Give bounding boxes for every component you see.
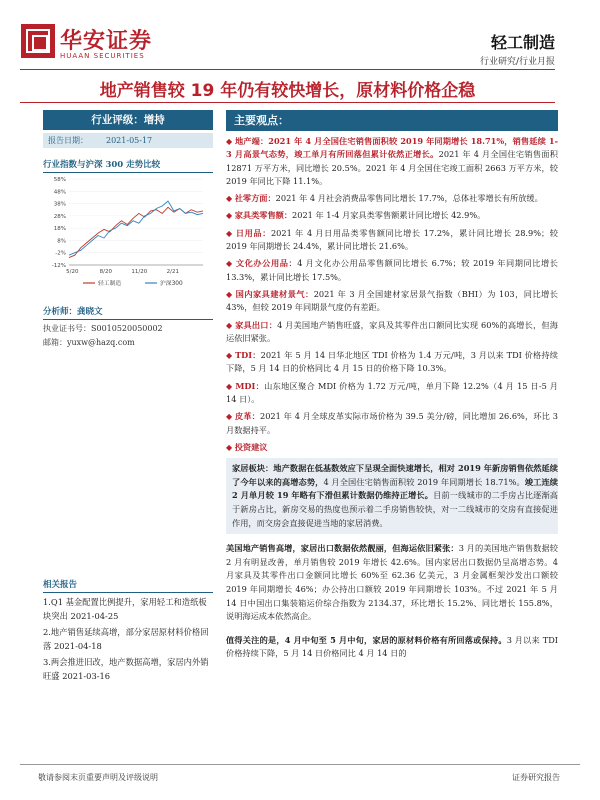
main-point-lead: 地产端：2021 年 4 月全国住宅销售面积较 2019 年同期增长 18.71%，销售延续 1-3 月高景气态势，竣工单月有所回落但累计依然正增长。 (226, 136, 558, 160)
report-title: 地产销售较 19 年仍有较快增长，原材料价格企稳 (99, 81, 476, 101)
bullet-list (226, 135, 558, 454)
diamond-bullet-icon: ◆ (226, 351, 236, 361)
footer-disclaimer: 敬请参阅末页重要声明及评级说明 (38, 773, 158, 782)
header-divider (20, 69, 555, 70)
y-tick-label: 8% (57, 238, 66, 245)
para-bold: 家居板块：地产数据在低基数效应下呈现全面快速增长，相对 2019 年新房销售依然延续了今年以来的高增态势， (232, 463, 558, 487)
main-point-text: 2021 年 4 月全球皮革实际市场价格为 39.5 美分/磅，同比增加 26.6%，环比 3 月数据持平。 (226, 411, 558, 435)
legend-label: 轻工制造 (98, 281, 122, 287)
diamond-bullet-icon: ◆ (226, 381, 236, 391)
industry-rating: 行业评级：增持 (43, 110, 213, 130)
main-point-item (226, 319, 558, 346)
sector-label: 轻工制造 (490, 33, 555, 52)
main-point-lead: 日用品： (235, 227, 271, 238)
paragraph-exports (226, 542, 558, 624)
main-point-text: 2021 年 1-4 月家具类零售额累计同比增长 42.9%。 (292, 210, 486, 221)
main-point-lead: MDI： (235, 380, 265, 391)
para-text: 3 月以来 TDI 价格持续下降，5 月 14 日价格同比 4 月 14 日的 (226, 634, 558, 659)
email-address[interactable]: yuxw@hazq.com (67, 338, 135, 347)
main-point-item (226, 410, 558, 437)
report-date-label: 报告日期： (48, 136, 88, 145)
report-date-value: 2021-05-17 (106, 136, 153, 145)
main-point-text: 山东地区聚合 MDI 价格为 1.72 万元/吨，单月下降 12.2%（4 月 15 日-5 月 14 日）。 (226, 380, 558, 405)
related-report-text: 2.地产销售延续高增，部分家居原材料价格回落 (43, 627, 209, 651)
report-category: 行业研究/行业月报 (479, 57, 555, 67)
main-point-text: 2021 年 3 月全国建材家居景气指数（BHI）为 103，同比增长 43%，但较 2019 年同期景气度仍有差距。 (226, 288, 558, 313)
main-point-lead: 家具类零售额： (234, 210, 293, 221)
main-point-lead: 家具出口： (235, 319, 278, 330)
diamond-bullet-icon: ◆ (226, 289, 236, 299)
diamond-bullet-icon: ◆ (226, 228, 236, 238)
cert-number: S0010520050002 (91, 324, 163, 333)
paragraph-home-furnishing (226, 458, 558, 534)
main-point-lead: 皮革： (235, 411, 261, 422)
cert-line (43, 323, 213, 334)
main-column (226, 110, 558, 661)
main-point-item (226, 349, 558, 376)
main-point-lead: 投资建议 (234, 441, 268, 452)
related-report-item[interactable] (43, 626, 213, 653)
para-text: 3 月的美国地产销售数据较 2 月有明显改善，单月销售较 2019 年增长 42.6%。国内家居出口数据仍呈高增态势。4 月家具及其零件出口金额同比增长 60%至 62.36 亿美元，3 月金属框架沙发出口额较 2019 年同期增长 46%；办公持出口额较 2019 年同期增长 103%。不过 2021 年 5 月 14 日中国出口集装箱运价综合指数为 2134.37，环比增长 15.2%、同比增长 155.8%，说明海运成本依然高企。 (226, 543, 558, 622)
main-point-text: 2021 年 4 月日用品类零售额同比增长 17.2%，累计同比增长 28.9%；较 2019 年同期增长 24.4%，累计同比增长 21.6%。 (226, 227, 558, 252)
main-point-text: 2021 年 5 月 14 日华北地区 TDI 价格为 1.4 万元/吨，3 月以来 TDI 价格持续下降，5 月 14 日的价格同比 4 月 15 日的价格下降 10.3%。 (226, 350, 558, 374)
related-report-date: 2021-04-18 (53, 640, 102, 651)
title-divider (20, 102, 555, 103)
related-report-text: 1.Q1 基金配置比例提升，家用轻工和造纸板块突出 (43, 597, 207, 621)
diamond-bullet-icon: ◆ (226, 137, 235, 146)
y-tick-label: 18% (53, 226, 66, 233)
main-points-title: 主要观点： (226, 110, 558, 131)
y-tick-label: 38% (53, 201, 66, 208)
para-bold: 值得关注的是，4 月中旬至 5 月中旬，家居的原材料价格有所回落或保持。 (226, 634, 507, 645)
main-point-lead: TDI： (235, 350, 261, 361)
analyst-name: 分析师：龚晓文 (43, 305, 213, 320)
main-point-item (226, 288, 558, 315)
footer-divider (20, 764, 580, 765)
logo-subtext: HUAAN SECURITIES (60, 52, 145, 60)
related-report-date: 2021-04-25 (70, 610, 119, 621)
main-point-lead: 社零方面： (234, 193, 276, 204)
diamond-bullet-icon: ◆ (226, 211, 235, 221)
para-text: 4 月全国住宅销售面积较 2019 年同期增长 18.71%。 (323, 476, 525, 487)
y-tick-label: -2% (55, 250, 66, 257)
x-tick-label: 2/21 (166, 269, 180, 275)
y-tick-label: 58% (53, 177, 66, 183)
main-point-item (226, 257, 558, 284)
main-point-item (226, 209, 558, 222)
logo-mark-icon (21, 24, 55, 58)
main-point-text: 2021 年 4 月社会消费品零售同比增长 17.7%，总体社零增长有所放缓。 (275, 193, 543, 204)
main-point-item (226, 380, 558, 407)
diamond-bullet-icon: ◆ (226, 320, 236, 330)
index-comparison-chart (43, 175, 213, 293)
y-tick-label: 28% (53, 213, 66, 220)
report-date (43, 133, 213, 148)
email-label: 邮箱： (43, 338, 67, 347)
left-column (43, 110, 213, 348)
main-point-item (226, 192, 558, 205)
logo-text: 华安证券 (60, 29, 153, 54)
series-line (69, 207, 203, 257)
diamond-bullet-icon: ◆ (226, 442, 235, 452)
main-point-text: 4 月文化办公用品零售额同比增长 6.7%；较 2019 年同期同比增长 13.3%，累计同比增长 17.5%。 (226, 258, 558, 282)
paragraph-raw-materials (226, 634, 558, 661)
legend-label: 沪深300 (160, 281, 183, 287)
related-reports-title: 相关报告 (43, 578, 213, 593)
related-report-item[interactable] (43, 656, 213, 683)
diamond-bullet-icon: ◆ (226, 194, 235, 204)
main-point-text: 2021 年 4 月全国住宅销售面积 12871 万平方米，同比增长 20.5%。2021 年 4 月全国住宅竣工面积 2663 万平方米，较 2019 年同比下降 11.1%。 (226, 149, 558, 186)
main-point-item (226, 441, 558, 454)
related-report-date: 2021-03-16 (62, 670, 111, 681)
footer-label: 证券研究报告 (512, 773, 560, 782)
x-tick-label: 11/20 (131, 269, 148, 275)
y-tick-label: 48% (53, 189, 66, 196)
main-point-item (226, 135, 558, 188)
main-point-lead: 文化办公用品： (235, 258, 298, 269)
main-point-text: 4 月美国地产销售旺盛，家具及其零件出口额同比实现 60%的高增长，但海运依旧紧张。 (226, 319, 558, 343)
diamond-bullet-icon: ◆ (226, 412, 235, 422)
y-tick-label: -12% (51, 263, 66, 269)
cert-label: 执业证书号： (43, 324, 91, 333)
chart-title: 行业指数与沪深 300 走势比较 (43, 158, 213, 173)
related-reports (43, 578, 213, 683)
main-point-item (226, 227, 558, 254)
x-tick-label: 5/20 (66, 269, 79, 275)
related-report-text: 3.两会推进旧改，地产数据高增，家居内外销旺盛 (43, 657, 209, 681)
para-bold: 美国地产销售高增，家居出口数据依然靓丽，但海运依旧紧张： (226, 543, 459, 554)
para-text: 目前一线城市的二手房占比逐渐高于新房占比，新房交易的热度也预示着二手房销售较快，对一二线城市的交房有直接促进作用，而交房会直接促进当地的家居消费。 (232, 490, 558, 528)
related-report-item[interactable] (43, 596, 213, 623)
x-tick-label: 8/20 (99, 269, 113, 275)
main-point-lead: 国内家具建材景气： (235, 288, 314, 299)
para-bold: 竣工连续 2 月单月较 19 年略有下滑但累计数据仍维持正增长。 (232, 476, 558, 501)
diamond-bullet-icon: ◆ (226, 259, 236, 269)
email-line (43, 337, 213, 348)
